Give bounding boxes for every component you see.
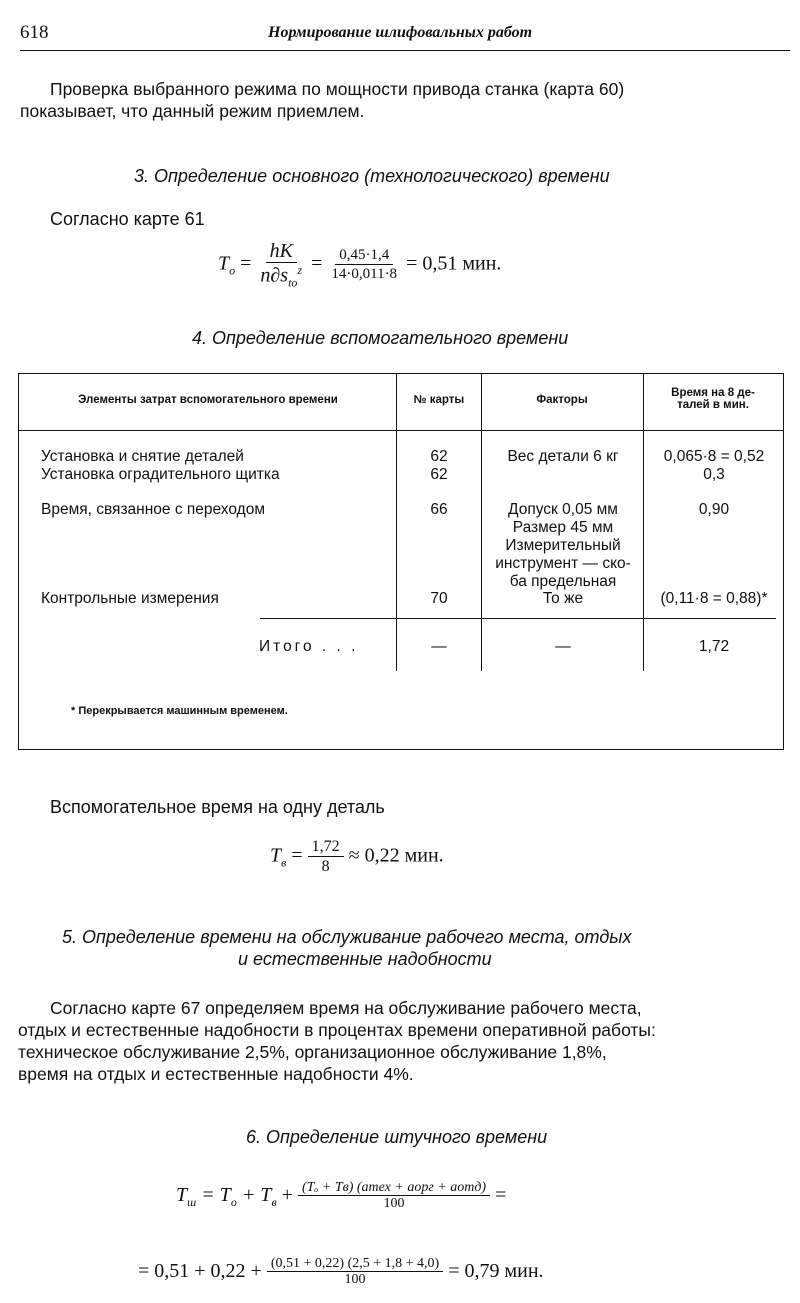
page-number: 618 <box>20 22 49 43</box>
formula-tsh-den: 100 <box>383 1196 405 1212</box>
section-4-title: 4. Определение вспомогательного времени <box>192 328 569 348</box>
header-time-line1: Время на 8 де- <box>671 387 755 399</box>
row3-factor-line5: ба предельная <box>509 573 617 590</box>
formula-tv-lhs-sub: в <box>281 855 287 870</box>
header-time <box>645 387 781 411</box>
aux-text: Вспомогательное время на одну деталь <box>50 797 385 817</box>
section-3-text: Согласно карте 61 <box>50 209 205 229</box>
frac1-den-sup: z <box>297 263 303 277</box>
formula-tsh-mid-sub: o <box>230 1195 237 1210</box>
row2-element: Установка оградительного щитка <box>41 466 280 483</box>
formula-t0-lhs-sub: o <box>229 263 236 278</box>
row3-card: 66 <box>430 501 448 518</box>
header-time-line2: талей в мин. <box>677 399 749 411</box>
row4-card: 70 <box>430 590 448 607</box>
frac2-num: 0,45·1,4 <box>335 247 393 265</box>
formula-calc-frac <box>267 1256 443 1289</box>
formula-tsh <box>176 1180 506 1213</box>
formula-tv-frac <box>308 838 344 876</box>
frac2-den: 14·0,011·8 <box>331 265 398 282</box>
section-3-title: 3. Определение основного (технологического) времени <box>134 166 610 186</box>
formula-tv-den: 8 <box>321 857 330 875</box>
total-factor: — <box>555 638 571 655</box>
row1-time: 0,065·8 = 0,52 <box>663 448 765 465</box>
formula-tsh-plus-sub: в <box>271 1195 277 1210</box>
formula-tv: $T_в$ = $\frac{1,72}{8}$ ≈ 0,22 мин. <box>270 838 444 875</box>
row4-element: Контрольные измерения <box>41 590 219 607</box>
section-5-para-3: техническое обслуживание 2,5%, организационное обслуживание 1,8%, <box>18 1042 607 1062</box>
formula-tv-result: ≈ 0,22 мин. <box>348 844 444 867</box>
row3-factor-line2: Размер 45 мм <box>512 519 614 536</box>
section-5-para-1: Согласно карте 67 определяем время на обслуживание рабочего места, <box>50 998 642 1018</box>
section-5-para-4: время на отдых и естественные надобности 4%. <box>18 1064 414 1084</box>
frac1-den-main: n∂s <box>260 264 289 287</box>
formula-calc-result: = 0,79 мин. <box>448 1260 544 1283</box>
row2-time: 0,3 <box>703 466 725 483</box>
row3-element: Время, связанное с переходом <box>41 501 265 518</box>
formula-t0-result: = 0,51 мин. <box>406 252 502 275</box>
formula-tsh-num: (Tₒ + Tв) (aтех + aорг + aотд) <box>298 1180 490 1196</box>
formula-tsh-tail: = <box>495 1184 507 1207</box>
row4-factor: То же <box>542 590 584 607</box>
header-card: № карты <box>413 394 465 406</box>
formula-tsh-frac <box>298 1180 490 1213</box>
intro-line-2: показывает, что данный режим приемлем. <box>20 101 365 121</box>
row3-factor-line3: Измерительный <box>505 537 621 554</box>
row3-factor <box>483 501 643 591</box>
table-footnote: * Перекрывается машинным временем. <box>71 705 288 717</box>
formula-tsh-plus2: + <box>281 1184 293 1207</box>
header-factors: Факторы <box>536 394 588 406</box>
running-title: Нормирование шлифовальных работ <box>268 24 533 41</box>
total-time: 1,72 <box>698 638 730 655</box>
row2-card: 62 <box>430 466 448 483</box>
section-5-title-line1: 5. Определение времени на обслуживание рабочего места, отдых <box>62 927 632 947</box>
intro-line-1: Проверка выбранного режима по мощности привода станка (карта 60) <box>50 79 625 99</box>
formula-tsh-plus: + T <box>241 1184 272 1207</box>
page-header <box>20 22 790 51</box>
formula-calc-den: 100 <box>344 1272 366 1288</box>
formula-t0-lhs: T <box>218 252 230 275</box>
formula-calc-lead: = 0,51 + 0,22 + <box>138 1260 262 1283</box>
aux-time-table <box>18 373 784 750</box>
row3-time: 0,90 <box>698 501 730 518</box>
formula-tsh-calc <box>138 1256 544 1289</box>
total-card: — <box>431 638 447 655</box>
frac1-num: hK <box>266 240 297 263</box>
formula-calc-num: (0,51 + 0,22) (2,5 + 1,8 + 4,0) <box>267 1256 443 1272</box>
formula-tsh-lhs: T <box>176 1184 188 1207</box>
frac1-den <box>256 263 306 290</box>
formula-t0-frac2 <box>327 247 401 283</box>
formula-tv-lhs: T <box>270 844 282 867</box>
total-label: Итого . . . <box>259 638 359 655</box>
formula-tsh-lhs-sub: ш <box>187 1195 197 1210</box>
section-5-title-line2: и естественные надобности <box>238 949 492 969</box>
formula-t0: $T_o$ = $\frac{hK}{n\partial s_{to}^z}$ = $\frac{0,45\cdot 1,4}{14\cdot 0,011\cdot 8}$ = 0,51 мин. <box>218 240 502 290</box>
row3-factor-line1: Допуск 0,05 мм <box>508 501 618 518</box>
formula-tsh-mid: = T <box>201 1184 231 1207</box>
section-6-title: 6. Определение штучного времени <box>246 1127 548 1147</box>
section-5-para-2: отдых и естественные надобности в процентах времени оперативной работы: <box>18 1020 656 1040</box>
row1-card: 62 <box>430 448 448 465</box>
row1-factor: Вес детали 6 кг <box>507 448 619 465</box>
row3-factor-line4: инструмент — ско- <box>495 555 631 572</box>
frac1-den-sub: to <box>288 275 298 290</box>
row1-element: Установка и снятие деталей <box>41 448 244 465</box>
formula-t0-frac1 <box>256 240 306 290</box>
header-elements: Элементы затрат вспомогательного времени <box>78 394 338 406</box>
row4-time: (0,11·8 = 0,88)* <box>660 590 768 607</box>
formula-tv-num: 1,72 <box>308 838 344 857</box>
